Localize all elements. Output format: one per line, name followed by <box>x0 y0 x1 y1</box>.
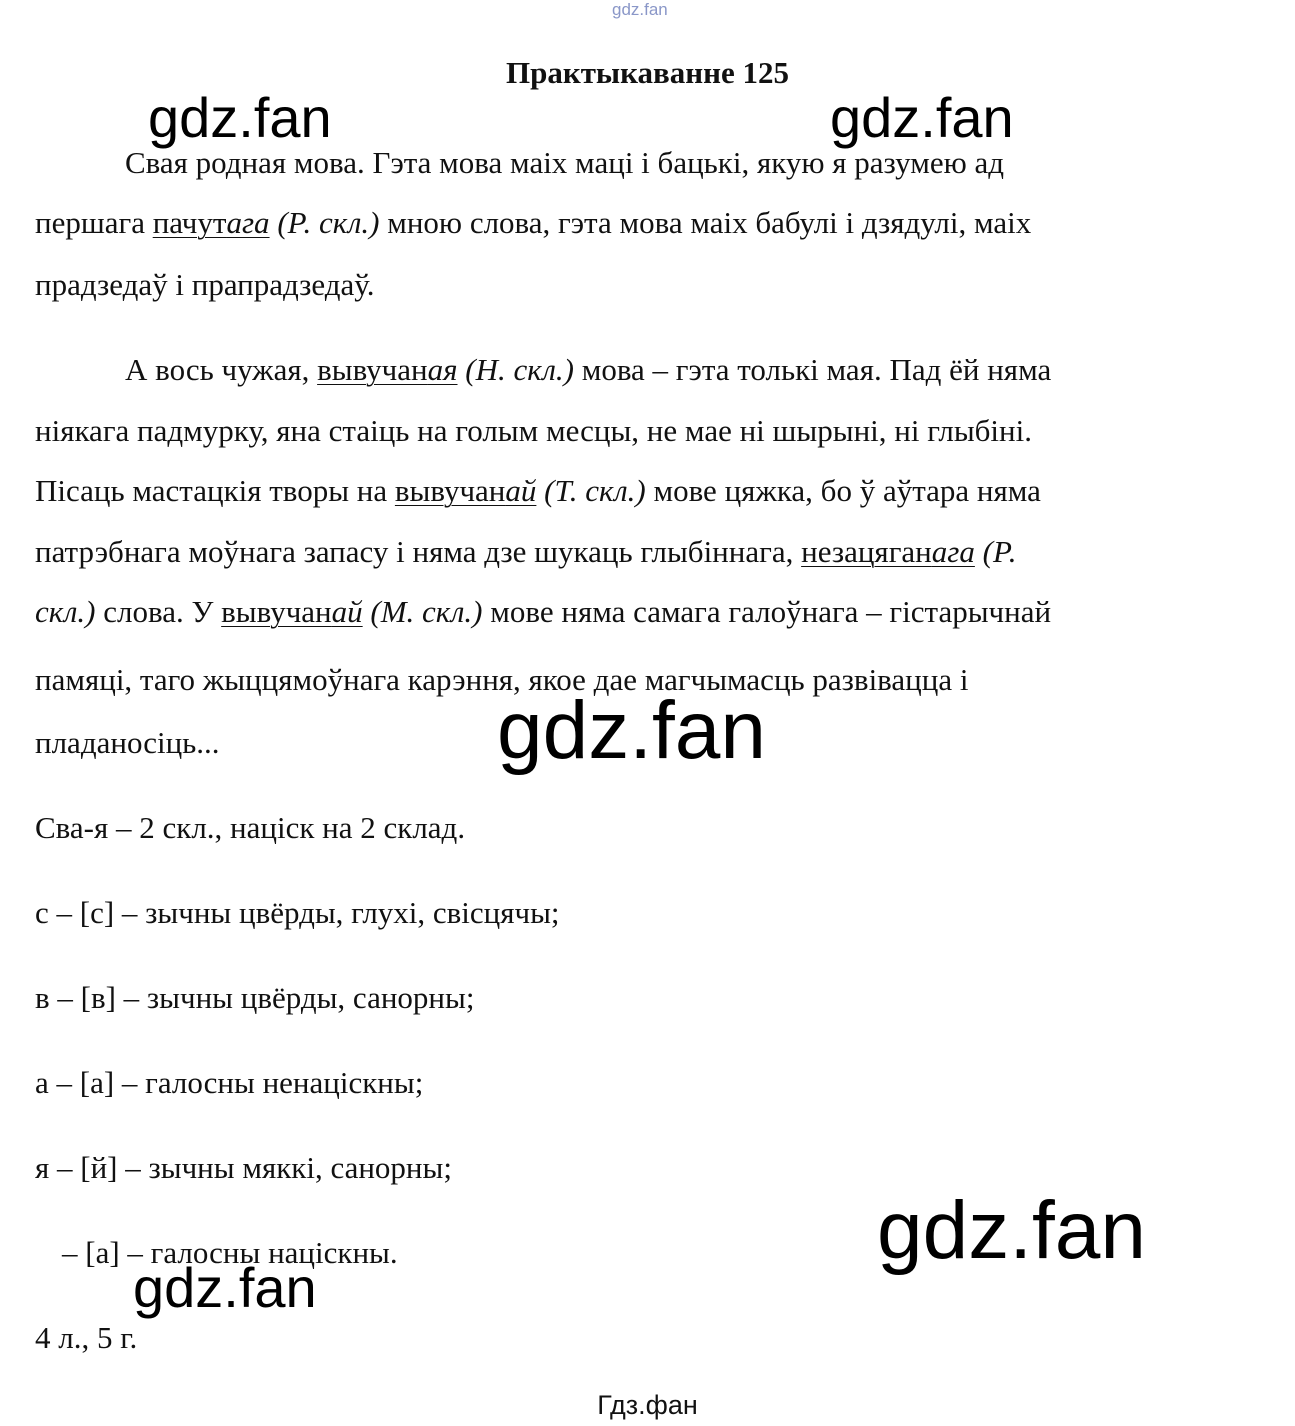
text: мове няма самага галоўнага – гістарычнай <box>482 594 1052 629</box>
p1-line-2 <box>35 203 1031 243</box>
underlined-word: пачутага <box>152 205 270 240</box>
analysis-s: с – [с] – зычны цвёрды, глухі, свісцячы; <box>35 895 560 930</box>
text: Пісаць мастацкія творы на <box>35 473 395 508</box>
analysis-ya-2: – [а] – галосны націскны. <box>62 1235 398 1270</box>
watermark: gdz.fan <box>497 685 766 776</box>
text: патрэбнага моўнага запасу і няма дзе шукаць глыбіннага, <box>35 534 802 569</box>
case-note: (Р. <box>974 534 1017 569</box>
p2-line-4 <box>35 532 1017 572</box>
text: мова – гэта толькі мая. Пад ёй няма <box>573 352 1052 387</box>
watermark: gdz.fan <box>148 86 332 149</box>
underlined-word: незацяганага <box>801 534 975 569</box>
top-watermark: gdz.fan <box>612 0 668 19</box>
p2-line-7: пладаносіць... <box>35 725 220 760</box>
underlined-word: вывучанай <box>221 594 363 629</box>
p2-line-3 <box>35 471 1041 511</box>
case-note: (Р. скл.) <box>269 205 380 240</box>
case-note: (Т. скл.) <box>536 473 646 508</box>
p1-line-1: Свая родная мова. Гэта мова маіх маці і бацькі, якую я разумею ад <box>125 145 1005 180</box>
watermark: gdz.fan <box>830 86 1014 149</box>
footer-text: Гдз.фан <box>597 1390 698 1420</box>
text: першага <box>35 205 153 240</box>
case-note: (Н. скл.) <box>457 352 574 387</box>
watermark: gdz.fan <box>877 1185 1146 1276</box>
analysis-v: в – [в] – зычны цвёрды, санорны; <box>35 980 475 1015</box>
text: мове цяжка, бо ў аўтара няма <box>645 473 1041 508</box>
p1-line-3: прадзедаў і прапрадзедаў. <box>35 267 375 302</box>
p2-line-5 <box>35 592 1051 632</box>
text: мною слова, гэта мова маіх бабулі і дзядулі, маіх <box>379 205 1032 240</box>
analysis-ya-1: я – [й] – зычны мяккі, санорны; <box>35 1150 452 1185</box>
p2-line-1 <box>125 350 1051 390</box>
analysis-word: Сва-я – 2 скл., націск на 2 склад. <box>35 810 466 845</box>
p2-line-2: ніякага падмурку, яна стаіць на голым месцы, не мае ні шырыні, ні глыбіні. <box>35 413 1032 448</box>
p2-line-6: памяці, таго жыццямоўнага карэння, якое дае магчымасць развівацца і <box>35 662 969 697</box>
underlined-word: вывучанай <box>394 473 537 508</box>
text: А вось чужая, <box>125 352 318 387</box>
case-note: (М. скл.) <box>362 594 483 629</box>
letter-sound-count: 4 л., 5 г. <box>35 1320 138 1355</box>
underlined-word: вывучаная <box>317 352 458 387</box>
text: слова. У <box>95 594 222 629</box>
case-note: скл.) <box>35 594 96 629</box>
watermark: gdz.fan <box>133 1256 317 1319</box>
analysis-a: а – [а] – галосны ненаціскны; <box>35 1065 424 1100</box>
page-title: Практыкаванне 125 <box>505 55 789 90</box>
